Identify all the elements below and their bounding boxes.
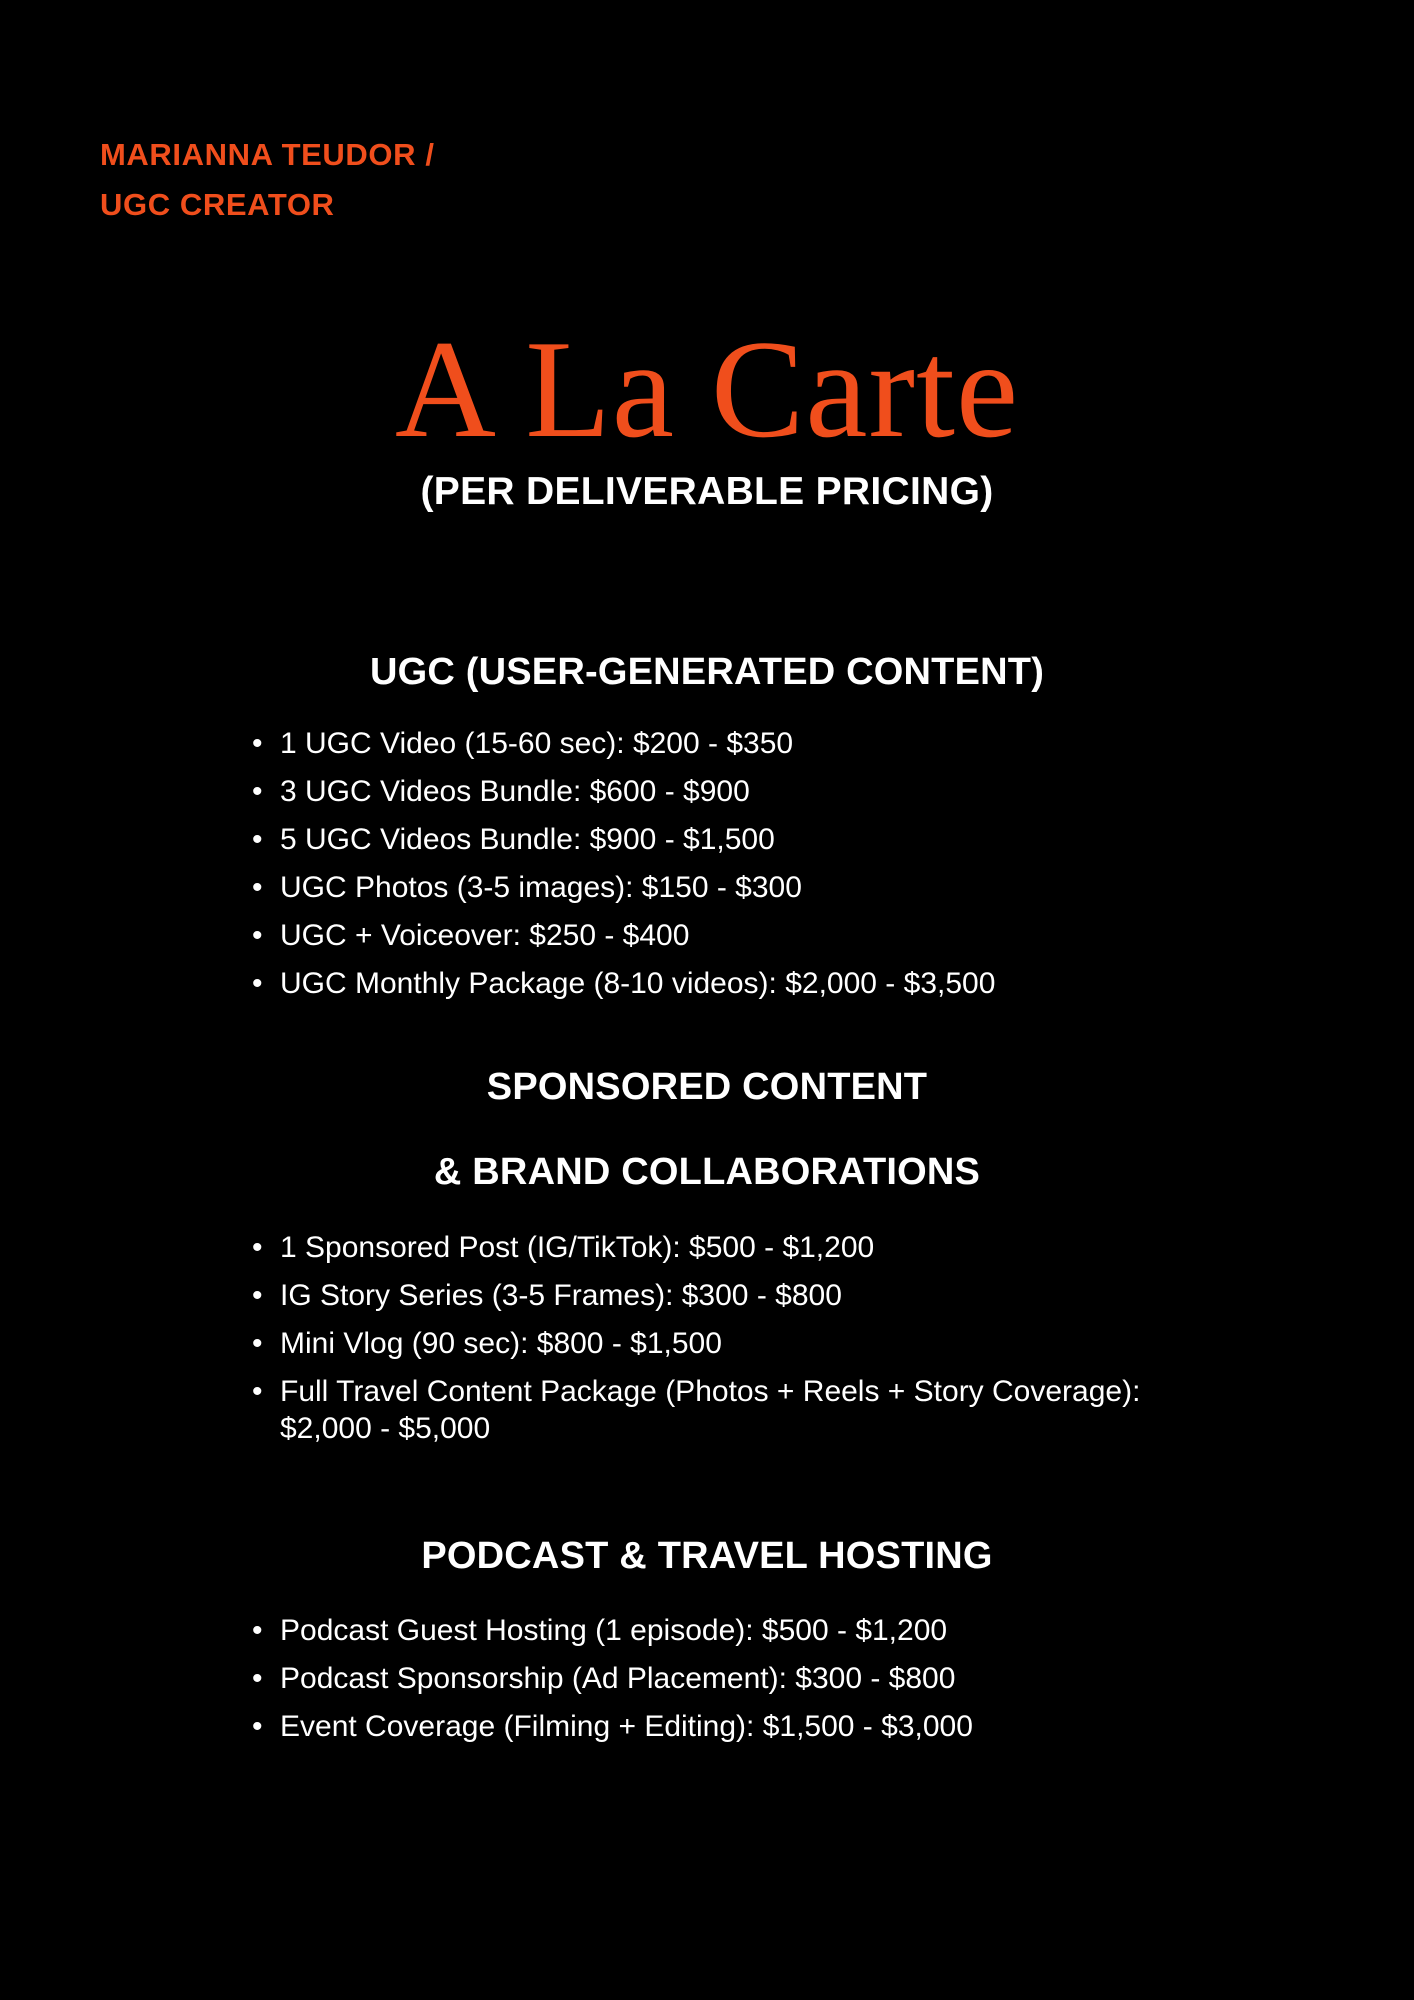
bullet-icon: • [252, 775, 263, 809]
list-item-label: 5 UGC Videos Bundle: $900 - $1,500 [280, 823, 775, 857]
list-item-label: UGC + Voiceover: $250 - $400 [280, 919, 690, 953]
list-item-label: UGC Photos (3-5 images): $150 - $300 [280, 871, 802, 905]
list-item [252, 966, 1252, 1002]
bullet-icon: • [252, 1613, 263, 1647]
list-item [252, 774, 1252, 810]
list-item [252, 1709, 1192, 1745]
bullet-icon: • [252, 967, 263, 1001]
bullet-icon: • [252, 1279, 263, 1313]
list-item [252, 1278, 1192, 1314]
brand-line-2: UGC CREATOR [100, 186, 335, 222]
section-heading: SPONSORED CONTENT [486, 1066, 928, 1109]
sections-container [0, 645, 1414, 1757]
section-item-list [252, 1230, 1192, 1447]
section-podcast-travel-hosting [0, 1529, 1414, 1744]
bullet-icon: • [252, 1375, 263, 1409]
section-item-list [252, 726, 1252, 1002]
section-heading: PODCAST & TRAVEL HOSTING [421, 1535, 993, 1578]
list-item [252, 1613, 1192, 1649]
list-item [252, 1374, 1192, 1447]
list-item-label: 1 UGC Video (15-60 sec): $200 - $350 [280, 727, 794, 761]
bullet-icon: • [252, 1231, 263, 1265]
list-item [252, 870, 1252, 906]
list-item [252, 1230, 1192, 1266]
bullet-icon: • [252, 1709, 263, 1743]
list-item [252, 822, 1252, 858]
list-item-label: 3 UGC Videos Bundle: $600 - $900 [280, 775, 750, 809]
bullet-icon: • [252, 1661, 263, 1695]
section-ugc [0, 645, 1414, 1002]
list-item-label: IG Story Series (3-5 Frames): $300 - $800 [280, 1279, 842, 1313]
list-item [252, 918, 1252, 954]
list-item [252, 726, 1252, 762]
section-heading-line-2: & BRAND COLLABORATIONS [433, 1151, 981, 1194]
list-item-label: Event Coverage (Filming + Editing): $1,500 - $3,000 [280, 1709, 973, 1743]
section-item-list [252, 1613, 1192, 1745]
page-subtitle: (PER DELIVERABLE PRICING) [420, 470, 994, 513]
list-item-label: Full Travel Content Package (Photos + Reels + Story Coverage): $2,000 - $5,000 [280, 1375, 1141, 1445]
list-item [252, 1326, 1192, 1362]
brand-line-1: MARIANNA TEUDOR / [100, 137, 435, 172]
bullet-icon: • [252, 727, 263, 761]
section-heading: UGC (USER-GENERATED CONTENT) [369, 651, 1045, 693]
bullet-icon: • [252, 919, 263, 953]
list-item-label: Podcast Guest Hosting (1 episode): $500 - $1,200 [280, 1613, 948, 1647]
bullet-icon: • [252, 823, 263, 857]
bullet-icon: • [252, 1327, 263, 1361]
list-item-label: UGC Monthly Package (8-10 videos): $2,000 - $3,500 [280, 967, 996, 1001]
list-item-label: 1 Sponsored Post (IG/TikTok): $500 - $1,200 [280, 1231, 875, 1265]
section-sponsored-content [0, 1060, 1414, 1447]
bullet-icon: • [252, 871, 263, 905]
brand-header [100, 130, 435, 229]
list-item [252, 1661, 1192, 1697]
page-title: A La Carte [394, 312, 1020, 467]
list-item-label: Podcast Sponsorship (Ad Placement): $300 - $800 [280, 1661, 956, 1695]
title-block [0, 312, 1414, 514]
list-item-label: Mini Vlog (90 sec): $800 - $1,500 [280, 1327, 722, 1361]
